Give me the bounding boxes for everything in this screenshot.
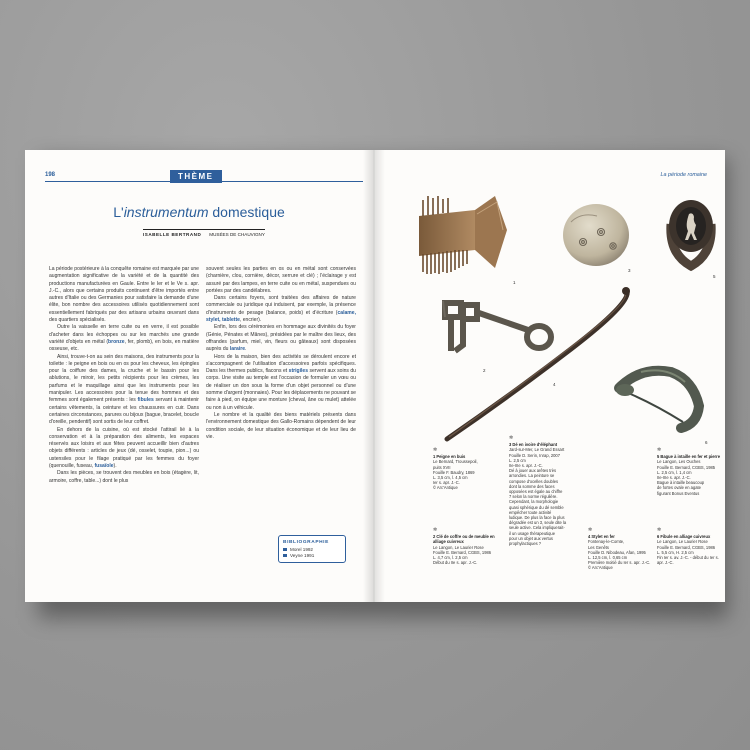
caption-line: dont la somme des faces: [509, 483, 555, 489]
caption-line: Fouille D. Serin, Inrap, 2007: [509, 452, 560, 458]
body-text: Le nombre et la qualité des biens matériels présents dans l'environnement domestique des Gallo-Romains dépendent de leur condition sociale, de leur situation économique et de leur lieu de vie.: [206, 411, 356, 440]
bibliography-box: [278, 535, 346, 563]
bibliography-heading: BIBLIOGRAPHIE: [283, 540, 329, 545]
body-paragraph: [49, 470, 199, 485]
caption-line: Fouille E. Bernard, CGBS, 1985: [657, 464, 716, 470]
caption-line: Jard-sur-Mer, Le Grand Essart: [509, 447, 565, 453]
caption-line: Le Bernard, Troussepoil,: [433, 459, 478, 465]
author-affiliation: MUSÉES DE CHAUVIGNY: [209, 232, 265, 237]
caption-line: © Arc'Antique: [588, 565, 613, 571]
caption-line: Fontenay-le-Comte,: [588, 539, 625, 545]
caption-line: Le Langon, Le Laurier Rose: [433, 544, 484, 550]
page-number: 198: [45, 172, 56, 178]
caption-line: L. 4,7 cm, l. 2,5 cm: [433, 555, 468, 561]
body-paragraph: [49, 354, 199, 427]
caption-line: Première moitié du Ier s. apr. J.-C.: [588, 560, 651, 566]
glossary-term-link[interactable]: bronze: [108, 338, 125, 345]
caption-line: apr. J.-C.: [657, 560, 674, 566]
body-text: La période postérieure à la conquête romaine est marquée par une augmentation significative de la variété et de la quantité des productions manufacturées en Gaule. Entre le Ier et le Ve s. apr. J.-C., alors que certains produits continuent d'être importés entre autres d'Italie ou des Germanies pour satisfaire la demande d'une élite, bon nombre des accessoires utilisés quotidiennement sont essentiellement fabriqués par des artisans urbains œuvrant dans des quartiers spécialisés.: [49, 266, 199, 324]
text-column-1: [49, 266, 199, 485]
object-number: 2: [483, 368, 486, 373]
body-text: Dans les pièces, se trouvent des meubles en bois (étagère, lit, armoire, coffre, table...) dont le plus: [49, 470, 199, 484]
body-paragraph: [206, 354, 356, 412]
caption-line: Bague à intaille beaucoup: [657, 480, 705, 486]
body-paragraph: [49, 427, 199, 471]
caption-line: Fouille D. Nibodeau, Afan, 1995: [588, 549, 646, 555]
caption-line: prophylactiques ?: [509, 541, 542, 547]
body-paragraph: [49, 266, 199, 324]
caption-line: Le Langon, Le Laurier Rose: [657, 539, 708, 545]
body-paragraph: [49, 324, 199, 353]
object-number: 6: [705, 440, 708, 445]
glossary-term-link[interactable]: fusaïole: [94, 463, 114, 470]
glossary-term-link[interactable]: laraire: [229, 346, 246, 353]
caption-line: L. 2,5 cm, l. 1,4 cm: [657, 469, 692, 475]
caption-line: pour un objet aux vertus: [509, 535, 553, 541]
caption-line: ludique. De plus la face la plus: [509, 515, 565, 521]
header-rule: [45, 181, 363, 182]
caption-4: ✲ 4 Stylet en fer Fontenay-le-Comte, Les Genêts Fouille D. Nibodeau, Afan, 1995 L. 12,5 cm, l. 0,65 cm Première moitié du Ier s. apr. J.-C. © Arc'Antique: [588, 528, 658, 571]
body-text: Hors de la maison, bien des activités se déroulent encore et s'accompagnent de l'utilisation d'accessoires parfois spécifiques. Dans les thermes publics, flacons et: [206, 353, 356, 375]
asterisk-icon: ✲: [657, 447, 662, 453]
caption-line: Ier s. apr. J.-C.: [433, 480, 460, 486]
author-name: ISABELLE BERTRAND: [143, 232, 202, 237]
caption-line: L. 2,5 cm: [509, 457, 526, 463]
body-text: Ainsi, trouve-t-on au sein des maisons, des instruments pour la toilette : le peigne en bois ou en os pour les cheveux, les épingles pour la coiffure des dames, la cruche et le bassin pour les ablutions, le miroir, les petits récipients pour les crèmes, les parfums et le maquillage ainsi que les instruments pour les manipuler. Les accessoires pour la tenue des hommes et des femmes sont également présents : les: [49, 353, 199, 404]
body-text: , fer, plomb), en bois, en matière osseuse, etc.: [49, 338, 199, 353]
glossary-term-link[interactable]: calame, stylet, tablette: [206, 309, 356, 324]
comb-image: [415, 190, 511, 282]
body-text: .: [245, 346, 247, 353]
caption-line: opposées est égale au chiffre: [509, 489, 563, 495]
caption-2: ✲ 2 Clé de coffre ou de meuble en alliage cuivreux Le Langon, Le Laurier Rose Fouille E. Bernard, CGBS, 1986 L. 4,7 cm, l. 2,5 cm Début du IIe s. apr. J.-C.: [433, 528, 503, 565]
caption-line: L. 5,5 cm, H. 2,5 cm: [657, 549, 694, 555]
glossary-term-link[interactable]: strigiles: [288, 368, 308, 375]
caption-line: seule active. Cela impliquerait-: [509, 525, 565, 531]
book-gutter: [363, 150, 385, 602]
caption-3: ✲ 3 Dé en ivoire d'éléphant Jard-sur-Mer, Le Grand Essart Fouille D. Serin, Inrap, 2007 L. 2,5 cm IIe-IIIe s. apr. J.-C. Dé à jouer aux arêtes très arrondies. La peinture se compose d'ocelles doubles dont la somme des faces opposées est égale au chiffre 7 selon la norme régulière. Cependant, la morphologie quasi sphérique du dé semble empêcher toute activité ludique. De plus la face la plus dégradée est un 3, seule dite la seule active. Cela impliquerait- il un usage thérapeutique pour un objet aux vertus prophylactiques ?: [509, 436, 579, 546]
article-title: L'instrumentum domestique: [113, 204, 285, 220]
object-number: 4: [553, 382, 556, 387]
body-text: servent aux soins du corps. Une visite au temple est l'occasion de formuler un vœu ou de réaliser un don sous la forme d'un objet personnel ou d'une somme d'argent (monnaies). Pour les déplacements ne pouvant se faire à pied, on équipe une monture (cheval, âne ou mulet) attelée ou non à un véhicule.: [206, 368, 356, 411]
caption-line: compose d'ocelles doubles: [509, 478, 559, 484]
caption-line: Fouille E. Bernard, CGBS, 1986: [433, 549, 492, 555]
caption-line: 7 selon la norme régulière.: [509, 494, 558, 500]
caption-line: Fouille E. Bernard, CGBS, 1986: [657, 544, 716, 550]
caption-line: Le Langon, Les Ouches: [657, 459, 701, 465]
asterisk-icon: ✲: [433, 527, 438, 533]
caption-line: Cependant, la morphologie: [509, 499, 559, 505]
caption-line: Fin Ier s. av. J.-C. - début du Ier s.: [657, 555, 719, 561]
body-text: , encrier).: [239, 317, 262, 324]
caption-line: dégradée est un 3, seule dite la: [509, 520, 567, 526]
body-text: Dans certains foyers, sont traitées des affaires de nature commerciale ou juridique qui induisent, par exemple, la présence d'instruments de pesage (balance, poids) et d'écriture (: [206, 295, 356, 316]
body-paragraph: [206, 412, 356, 441]
asterisk-icon: ✲: [433, 447, 438, 453]
caption-1: ✲ 1 Peigne en buis Le Bernard, Troussepoil, puits XVII Fouille F. Baudry, 1869 L. 3,5 cm, l. 4,5 cm Ier s. apr. J.-C. © Arc'Antique: [433, 448, 503, 491]
caption-line: Début du IIe s. apr. J.-C.: [433, 560, 478, 566]
caption-line: L. 12,5 cm, l. 0,65 cm: [588, 555, 628, 561]
object-number: 5: [713, 274, 716, 279]
object-number: 1: [513, 280, 516, 285]
object-number: 3: [628, 268, 631, 273]
body-text: servant à maintenir certains vêtements, la ceinture et les chaussures en cuir. Dans certaines circonstances, parures ou bijoux (bague, bracelet, boucle d'oreille, pendentif) sont sortis de leur coffret.: [49, 397, 199, 426]
caption-line: © Arc'Antique: [433, 485, 458, 491]
caption-line: de fortes ovale en agate: [657, 485, 701, 491]
left-page: [25, 150, 373, 602]
caption-line: IIe-IIIe s. apr. J.-C.: [657, 475, 691, 481]
bibliography-item: Morel 1992: [283, 547, 341, 553]
body-text: Outre la vaisselle en terre cuite ou en verre, il est possible d'acheter dans les échoppes ou sur les marchés une grande variété d'objets en métal (: [49, 324, 199, 345]
asterisk-icon: ✲: [509, 435, 514, 441]
body-text: ).: [113, 463, 117, 470]
body-paragraph: [206, 266, 356, 295]
body-text: Enfin, lors des cérémonies en hommage aux divinités du foyer (Génie, Pénates et Mânes), présidées par le maître des lieux, des offrandes (parfum, miel, vin, fleurs ou gâteaux) sont disposées auprès du: [206, 324, 356, 353]
caption-line: puits XVII: [433, 464, 451, 470]
caption-line: L. 3,5 cm, l. 4,5 cm: [433, 475, 468, 481]
caption-line: figurant Bonus Eventus: [657, 490, 700, 496]
section-badge: THÈME: [170, 170, 222, 183]
caption-5: ✲ 5 Bague à intaille en fer et pierre Le Langon, Les Ouches Fouille E. Bernard, CGBS, 1985 L. 2,5 cm, l. 1,4 cm IIe-IIIe s. apr. J.-C. Bague à intaille beaucoup de fortes ovale en agate figurant Bonus Eventus: [657, 448, 725, 496]
running-head: La période romaine: [660, 172, 707, 178]
glossary-term-link[interactable]: fibules: [137, 397, 154, 404]
ring-image: [663, 194, 719, 276]
caption-line: arrondies. La peinture se: [509, 473, 555, 479]
caption-line: il un usage thérapeutique: [509, 530, 555, 536]
caption-line: Les Genêts: [588, 544, 609, 550]
caption-line: empêcher toute activité: [509, 509, 552, 515]
caption-line: Dé à jouer aux arêtes très: [509, 468, 557, 474]
asterisk-icon: ✲: [588, 527, 593, 533]
caption-line: Fouille F. Baudry, 1869: [433, 469, 475, 475]
fibula-image: [611, 362, 705, 438]
bibliography-item: Veyne 1991: [283, 553, 341, 559]
author-line: [143, 229, 265, 237]
book-spread: [25, 150, 725, 602]
caption-line: IIe-IIIe s. apr. J.-C.: [509, 463, 543, 469]
body-paragraph: [206, 324, 356, 353]
body-text: En dehors de la cuisine, où est stocké l'attirail lié à la conservation et à la préparation des aliments, les espaces réservés aux loisirs et aux fêtes peuvent accueillir bien d'autres objets différents : articles de jeux (dé, osselet, toupie, pion...) ou ustensiles pour le filage pratiqué par les femmes du foyer (quenouille, fuseau,: [49, 426, 199, 470]
right-page: [373, 150, 725, 602]
caption-6: ✲ 6 Fibule en alliage cuivreux Le Langon, Le Laurier Rose Fouille E. Bernard, CGBS, 1986 L. 5,5 cm, H. 2,5 cm Fin Ier s. av. J.-C. - début du Ier s. apr. J.-C.: [657, 528, 725, 565]
body-paragraph: [206, 295, 356, 324]
caption-line: quasi sphérique du dé semble: [509, 504, 564, 510]
stylus-image: [441, 285, 631, 445]
text-column-2: [206, 266, 356, 441]
body-text: souvent seules les parties en os ou en métal sont conservées (charnière, clou, cornière, décor, serrure et clé) ; l'éclairage y est assuré par des lampes, en terre cuite ou en métal, suspendues ou portées par des candélabres.: [206, 266, 356, 294]
asterisk-icon: ✲: [657, 527, 662, 533]
die-image: [561, 202, 631, 268]
